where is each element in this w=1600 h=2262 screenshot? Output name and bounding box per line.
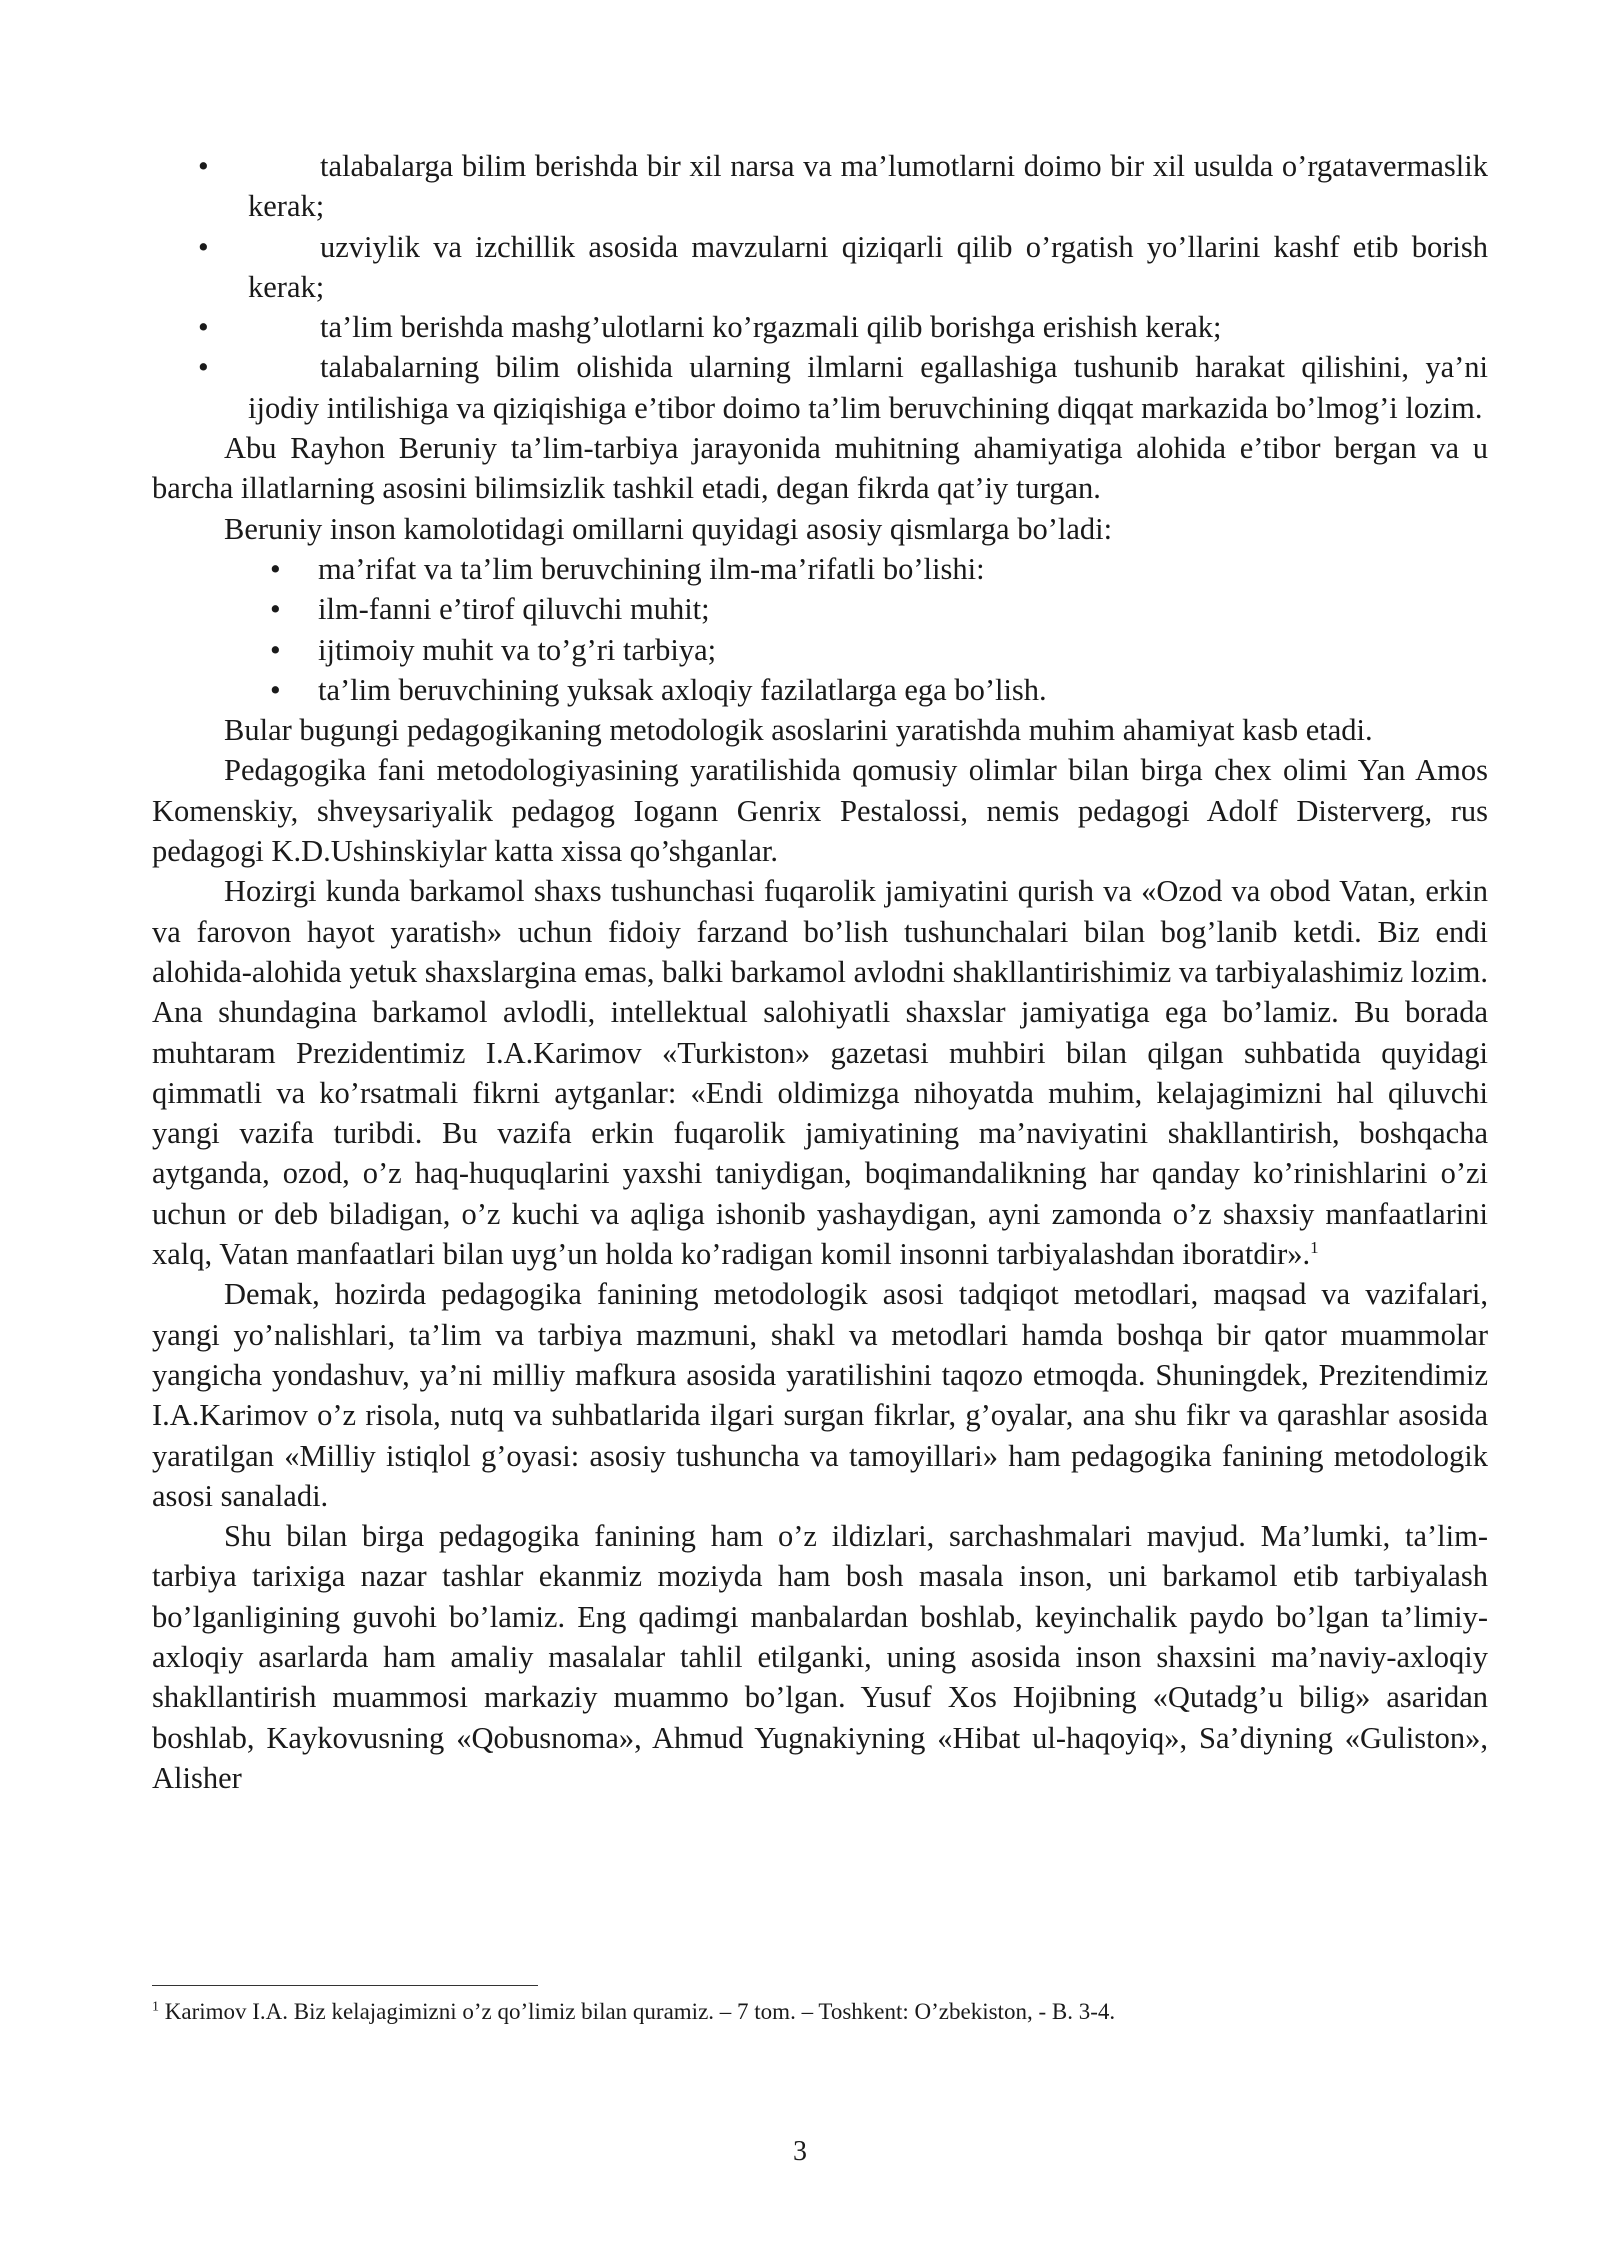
paragraph: Hozirgi kunda barkamol shaxs tushunchasi fuqarolik jamiyatini qurish va «Ozod va obod Vatan, erkin va farovon hayot yaratish» uchun fidoiy farzand bo’lish tushunchalari bilan bog’lanib ketdi. Biz endi alohida-alohida yetuk shaxslargina emas, balki barkamol avlodni shakllantirishimiz va tarbiyalashimiz lozim. Ana shundagina barkamol avlodli, intellektual salohiyatli shaxslar jamiyatiga ega bo’lamiz. Bu borada muhtaram Prezidentimiz I.A.Karimov «Turkiston» gazetasi muhbiri bilan qilgan suhbatida quyidagi qimmatli va ko’rsatmali fikrni aytganlar: «Endi oldimizga nihoyatda muhim, kelajagimizni hal qiluvchi yangi vazifa turibdi. Bu vazifa erkin fuqarolik jamiyatining ma’naviyatini shakllantirish, boshqacha aytganda, ozod, o’z haq-huquqlarini yaxshi taniydigan, boqimandalikning har qanday ko’rinishlarini o’zi uchun or deb biladigan, o’z kuchi va aqliga ishonib yashaydigan, ayni zamonda o’z shaxsiy manfaatlarini xalq, Vatan manfaatlari bilan uyg’un holda ko’radigan komil insonni tarbiyalashdan iboratdir».$^1$	[152, 874, 1488, 1272]
paragraph: Shu bilan birga pedagogika fanining ham o’z ildizlari, sarchashmalari mavjud. Ma’lumki, ta’lim-tarbiya tarixiga nazar tashlar ekanmiz moziyda ham bosh masala inson, uni barkamol etib tarbiyalash bo’lganligining guvohi bo’lamiz. Eng qadimgi manbalardan boshlab, keyinchalik paydo bo’lgan ta’limiy-axloqiy asarlarda ham amaliy masalalar tahlil etilganki, uning asosida inson shaxsini ma’naviy-axloqiy shakllantirish muammosi markaziy muammo bo’lgan. Yusuf Xos Hojibning «Qutadg’u bilig» asaridan boshlab, Kaykovusning «Qobusnoma», Ahmud Yugnakiyning «Hibat ul-haqoyiq», Sa’diyning «Guliston», Alisher	[152, 1519, 1488, 1795]
paragraph: Beruniy inson kamolotidagi omillarni quyidagi asosiy qismlarga bo’ladi:	[224, 511, 1113, 546]
bullet-icon: •	[198, 229, 209, 264]
paragraph: Bular bugungi pedagogikaning metodologik asoslarini yaratishda muhim ahamiyat kasb etadi.	[224, 713, 1373, 748]
list-item: • ta’lim beruvchining yuksak axloqiy fazilatlarga ega bo’lish.	[152, 670, 1488, 710]
footnote-divider	[152, 1985, 538, 1986]
list-item: • talabalarga bilim berishda bir xil narsa va ma’lumotlarni doimo bir xil usulda o’rgatavermaslik kerak;	[152, 146, 1488, 227]
page-body	[152, 146, 1488, 1798]
list-item: • ilm-fanni e’tirof qiluvchi muhit;	[152, 589, 1488, 629]
footnote	[152, 1996, 1488, 2028]
list-item: • uzviylik va izchillik asosida mavzularni qiziqarli qilib o’rgatish yo’llarini kashf etib borish kerak;	[152, 227, 1488, 308]
paragraph: Abu Rayhon Beruniy ta’lim-tarbiya jarayonida muhitning ahamiyatiga alohida e’tibor bergan va u barcha illatlarning asosini bilimsizlik tashkil etadi, degan fikrda qat’iy turgan.	[152, 431, 1488, 506]
bullet-icon: •	[270, 551, 281, 586]
footnote-text: Karimov I.A. Biz kelajagimizni o’z qo’limiz bilan quramiz. – 7 tom. – Toshkent: O’zbekiston, - B. 3-4.	[164, 1999, 1116, 2024]
list-item: • ta’lim berishda mashg’ulotlarni ko’rgazmali qilib borishga erishish kerak;	[152, 307, 1488, 347]
bullet-icon: •	[270, 632, 281, 667]
bullet-list-principles	[152, 146, 1488, 428]
bullet-list-factors	[152, 549, 1488, 710]
bullet-icon: •	[198, 350, 209, 385]
list-item: • talabalarning bilim olishida ularning ilmlarni egallashiga tushunib harakat qilishini, ya’ni ijodiy intilishiga va qiziqishiga e’tibor doimo ta’lim beruvchining diqqat markazida bo’lmog’i lozim.	[152, 347, 1488, 428]
bullet-icon: •	[270, 592, 281, 627]
bullet-icon: •	[270, 672, 281, 707]
footnote-ref[interactable]: 1	[1310, 1237, 1319, 1257]
bullet-icon: •	[198, 310, 209, 345]
page-number: 3	[793, 2136, 807, 2167]
bullet-icon: •	[198, 149, 209, 183]
list-item: • ijtimoiy muhit va to’g’ri tarbiya;	[152, 630, 1488, 670]
paragraph: Demak, hozirda pedagogika fanining metodologik asosi tadqiqot metodlari, maqsad va vazifalari, yangi yo’nalishlari, ta’lim va tarbiya mazmuni, shakl va metodlari hamda boshqa bir qator muammolar yangicha yondashuv, ya’ni milliy mafkura asosida yaratilishini taqozo etmoqda. Shuningdek, Prezitendimiz I.A.Karimov o’z risola, nutq va suhbatlarida ilgari surgan fikrlar, g’oyalar, ana shu fikr va qarashlar asosida yaratilgan «Milliy istiqlol g’oyasi: asosiy tushuncha va tamoyillari» ham pedagogika fanining metodologik asosi sanaladi.	[152, 1277, 1488, 1513]
footnote-number: 1	[152, 1999, 159, 2015]
list-item: • ma’rifat va ta’lim beruvchining ilm-ma’rifatli bo’lishi:	[152, 549, 1488, 589]
paragraph: Pedagogika fani metodologiyasining yaratilishida qomusiy olimlar bilan birga chex olimi Yan Amos Komenskiy, shveysariyalik pedagog Iogann Genrix Pestalossi, nemis pedagogi Adolf Disterverg, rus pedagogi K.D.Ushinskiylar katta xissa qo’shganlar.	[152, 753, 1488, 869]
